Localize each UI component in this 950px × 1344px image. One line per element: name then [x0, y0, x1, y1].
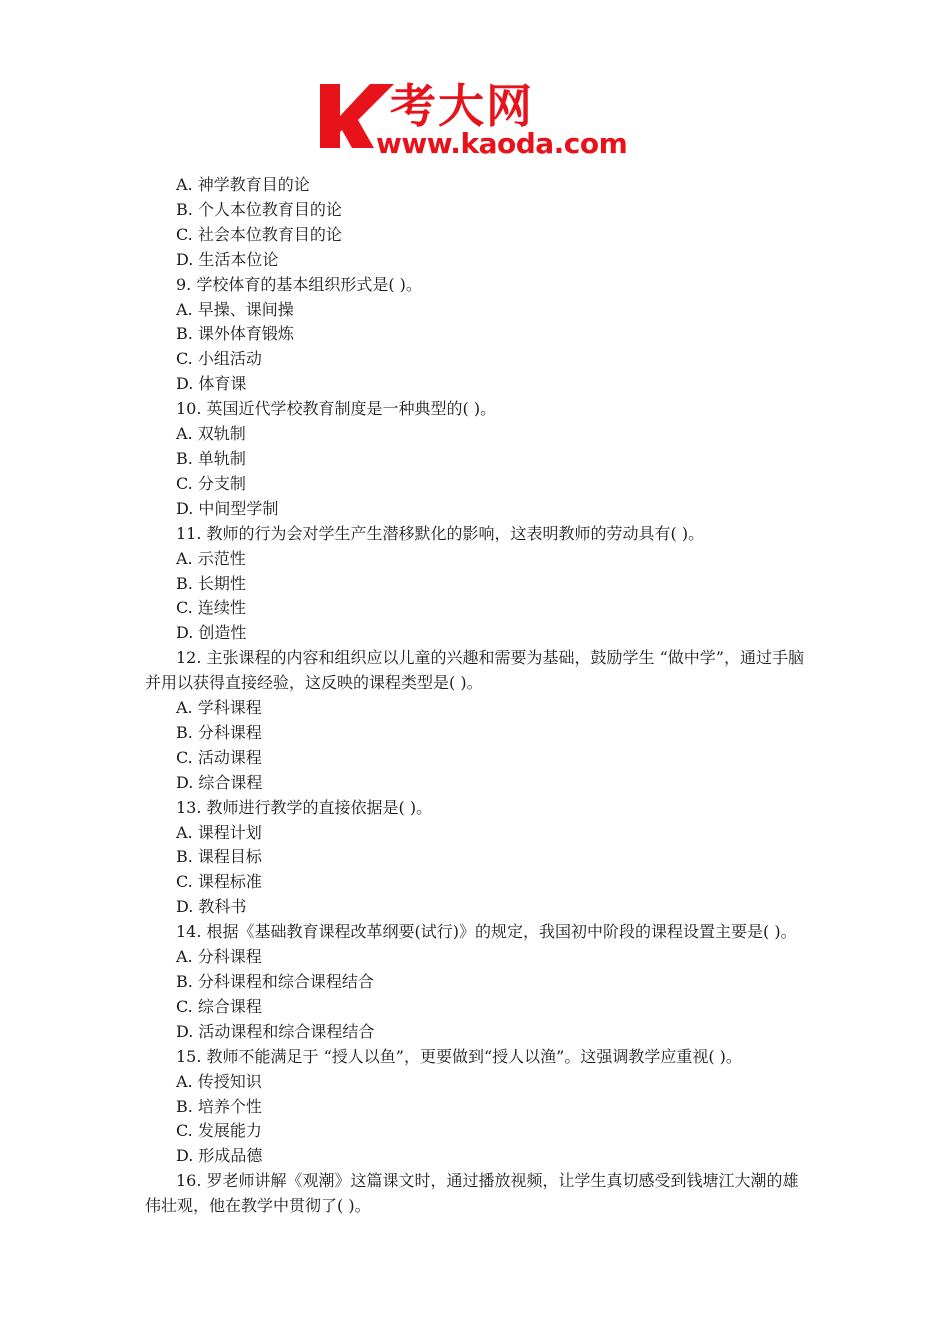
answer-option: C. 连续性 — [176, 598, 246, 618]
answer-option: A. 神学教育目的论 — [176, 175, 310, 194]
answer-option: D. 体育课 — [176, 374, 247, 394]
answer-option: D. 综合课程 — [176, 772, 263, 792]
answer-option: D. 生活本位论 — [176, 249, 279, 269]
answer-option: B. 课外体育锻炼 — [176, 324, 294, 344]
answer-option: B. 个人本位教育目的论 — [176, 199, 342, 219]
answer-option: D. 教科书 — [176, 897, 247, 917]
question-stem: 12. 主张课程的内容和组织应以儿童的兴趣和需要为基础，鼓励学生 “做中学”，通过手脑并用以获得直接经验，这反映的课程类型是( )。 — [145, 648, 804, 693]
question-stem: 14. 根据《基础教育课程改革纲要(试行)》的规定，我国初中阶段的课程设置主要是( )。 — [176, 922, 797, 942]
answer-option: D. 中间型学制 — [176, 498, 279, 518]
answer-option: B. 分科课程 — [176, 722, 262, 742]
answer-option: C. 活动课程 — [176, 747, 262, 767]
answer-option: B. 单轨制 — [176, 448, 246, 468]
question-stem: 9. 学校体育的基本组织形式是( )。 — [176, 274, 422, 294]
answer-option: A. 分科课程 — [176, 947, 262, 967]
answer-option: B. 课程目标 — [176, 847, 262, 867]
question-stem: 11. 教师的行为会对学生产生潜移默化的影响，这表明教师的劳动具有( )。 — [176, 523, 705, 543]
answer-option: C. 发展能力 — [176, 1121, 262, 1141]
answer-option: A. 学科课程 — [176, 698, 262, 718]
answer-option: A. 课程计划 — [176, 822, 262, 842]
answer-option: C. 分支制 — [176, 473, 246, 493]
answer-option: A. 示范性 — [176, 548, 246, 568]
answer-option: A. 传授知识 — [176, 1071, 262, 1091]
answer-option: C. 课程标准 — [176, 872, 262, 892]
answer-option: B. 分科课程和综合课程结合 — [176, 972, 374, 991]
question-stem: 10. 英国近代学校教育制度是一种典型的( )。 — [176, 399, 497, 419]
question-stem: 16. 罗老师讲解《观潮》这篇课文时，通过播放视频，让学生真切感受到钱塘江大潮的雄伟壮观，他在教学中贯彻了( )。 — [145, 1171, 799, 1216]
question-list — [145, 173, 810, 1219]
answer-option: C. 综合课程 — [176, 996, 262, 1016]
answer-option: D. 创造性 — [176, 623, 247, 643]
answer-option: B. 长期性 — [176, 573, 246, 593]
logo-title: 考大网 — [390, 79, 534, 133]
answer-option: A. 双轨制 — [176, 424, 246, 444]
answer-option: D. 形成品德 — [176, 1146, 263, 1166]
answer-option: A. 早操、课间操 — [176, 299, 294, 319]
answer-option: C. 小组活动 — [176, 349, 262, 369]
logo-url: www.kaoda.com — [376, 127, 628, 160]
question-stem: 15. 教师不能满足于 “授人以鱼”，更要做到“授人以渔”。这强调教学应重视( )。 — [176, 1046, 742, 1066]
kaoda-logo — [318, 80, 638, 160]
answer-option: B. 培养个性 — [176, 1096, 262, 1116]
answer-option: D. 活动课程和综合课程结合 — [176, 1021, 375, 1041]
answer-option: C. 社会本位教育目的论 — [176, 224, 342, 244]
question-stem: 13. 教师进行教学的直接依据是( )。 — [176, 797, 433, 817]
